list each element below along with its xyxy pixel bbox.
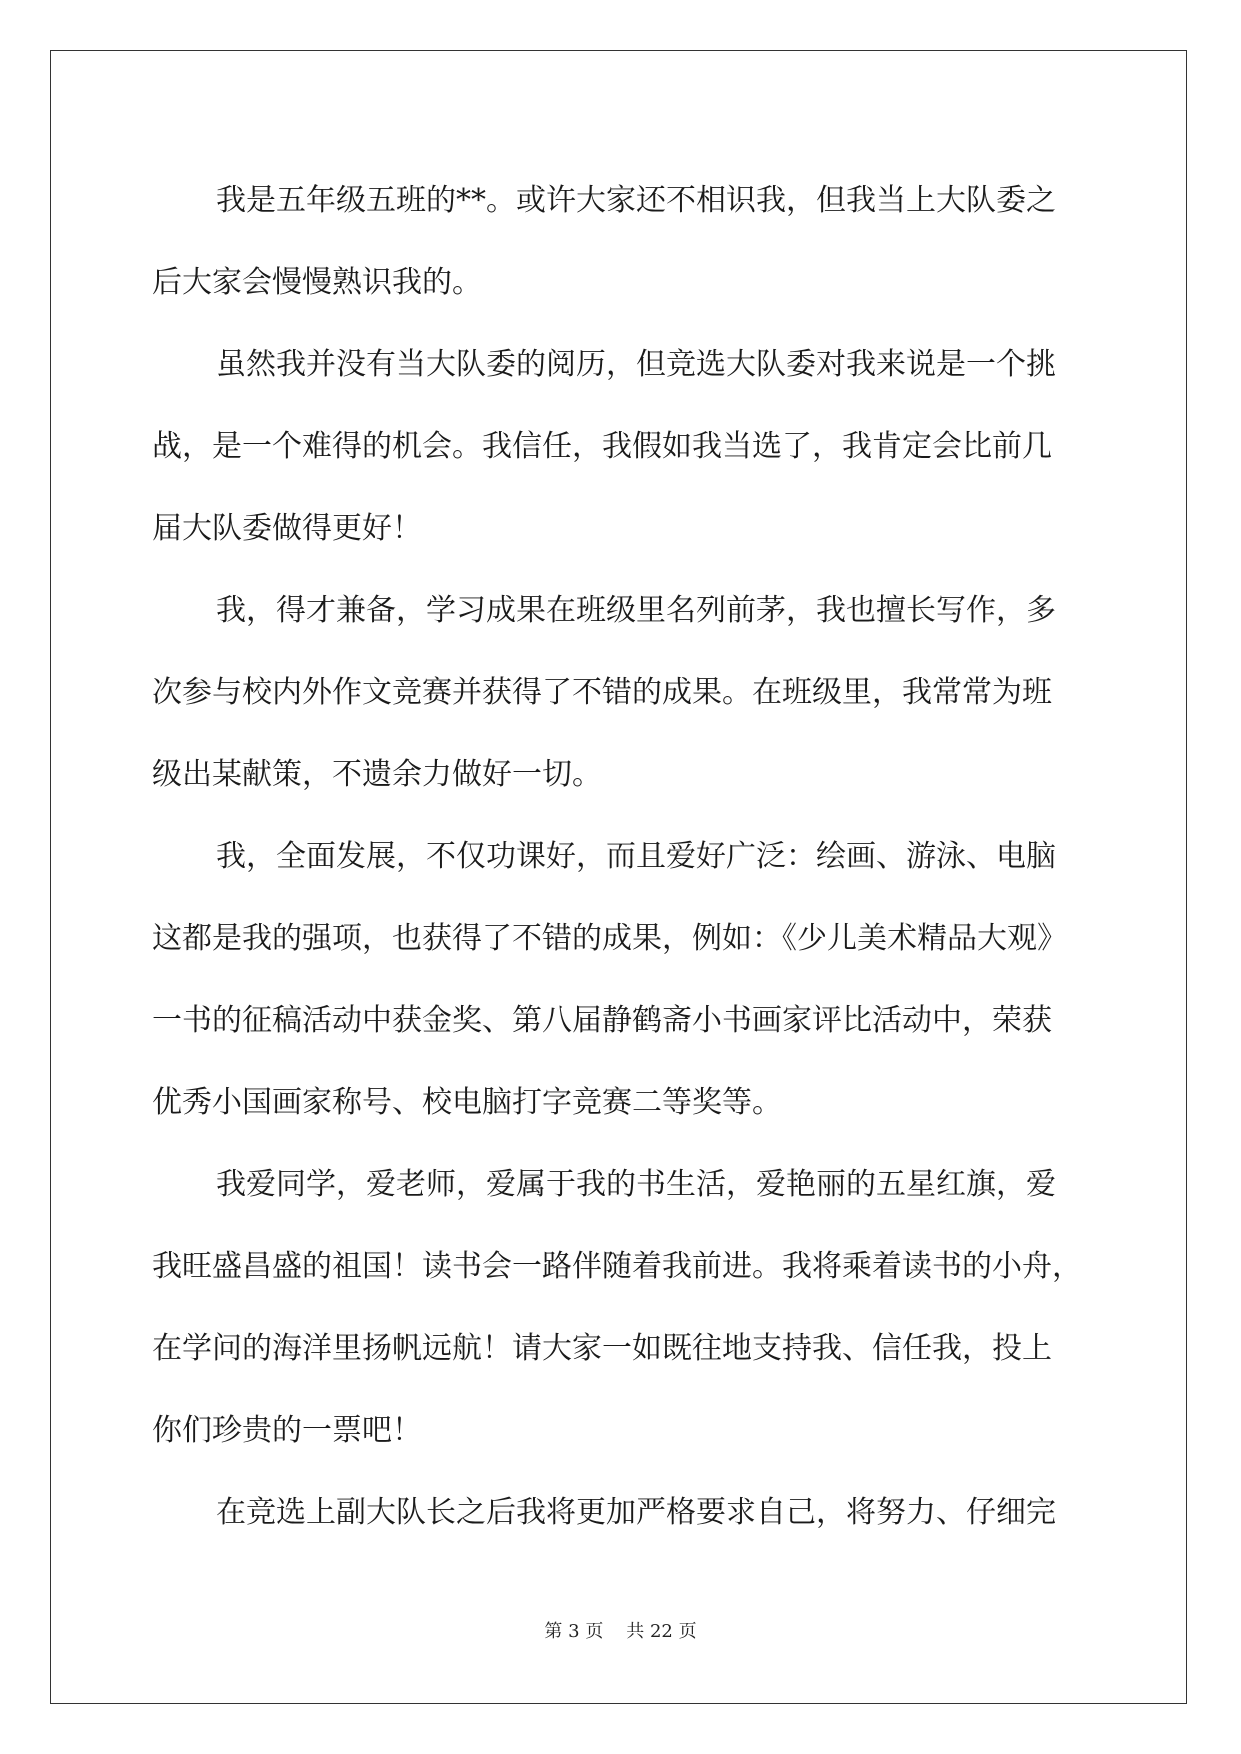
text-line: 我旺盛昌盛的祖国！读书会一路伴随着我前进。我将乘着读书的小舟， (152, 1249, 1082, 1284)
text-line: 在竞选上副大队长之后我将更加严格要求自己，将努力、仔细完 (216, 1495, 1056, 1530)
page-number: 第 3 页 (544, 1621, 604, 1642)
paragraph (152, 1144, 1092, 1472)
text-line: 次参与校内外作文竞赛并获得了不错的成果。在班级里，我常常为班 (152, 675, 1052, 710)
text-line: 在学问的海洋里扬帆远航！请大家一如既往地支持我、信任我，投上 (152, 1331, 1052, 1366)
page-footer (0, 1617, 1241, 1643)
text-line: 你们珍贵的一票吧！ (152, 1413, 422, 1448)
text-line: 战，是一个难得的机会。我信任，我假如我当选了，我肯定会比前几 (152, 429, 1052, 464)
page-total: 共 22 页 (626, 1621, 697, 1642)
text-line: 我是五年级五班的**。或许大家还不相识我，但我当上大队委之 (216, 183, 1056, 218)
paragraph (152, 1472, 1092, 1554)
text-line: 我爱同学，爱老师，爱属于我的书生活，爱艳丽的五星红旗，爱 (216, 1167, 1056, 1202)
paragraph (152, 324, 1092, 570)
paragraph (152, 816, 1092, 1144)
text-line: 我，得才兼备，学习成果在班级里名列前茅，我也擅长写作，多 (216, 593, 1056, 628)
paragraph (152, 570, 1092, 816)
text-line: 后大家会慢慢熟识我的。 (152, 265, 482, 300)
text-line: 这都是我的强项，也获得了不错的成果，例如：《少儿美术精品大观》 (152, 921, 1067, 956)
text-line: 虽然我并没有当大队委的阅历，但竞选大队委对我来说是一个挑 (216, 347, 1056, 382)
text-line: 我，全面发展，不仅功课好，而且爱好广泛：绘画、游泳、电脑 (216, 839, 1056, 874)
text-line: 一书的征稿活动中获金奖、第八届静鹤斋小书画家评比活动中，荣获 (152, 1003, 1052, 1038)
paragraph (152, 160, 1092, 324)
text-line: 届大队委做得更好！ (152, 511, 422, 546)
text-line: 级出某献策，不遗余力做好一切。 (152, 757, 602, 792)
document-body (152, 160, 1092, 1554)
text-line: 优秀小国画家称号、校电脑打字竞赛二等奖等。 (152, 1085, 782, 1120)
